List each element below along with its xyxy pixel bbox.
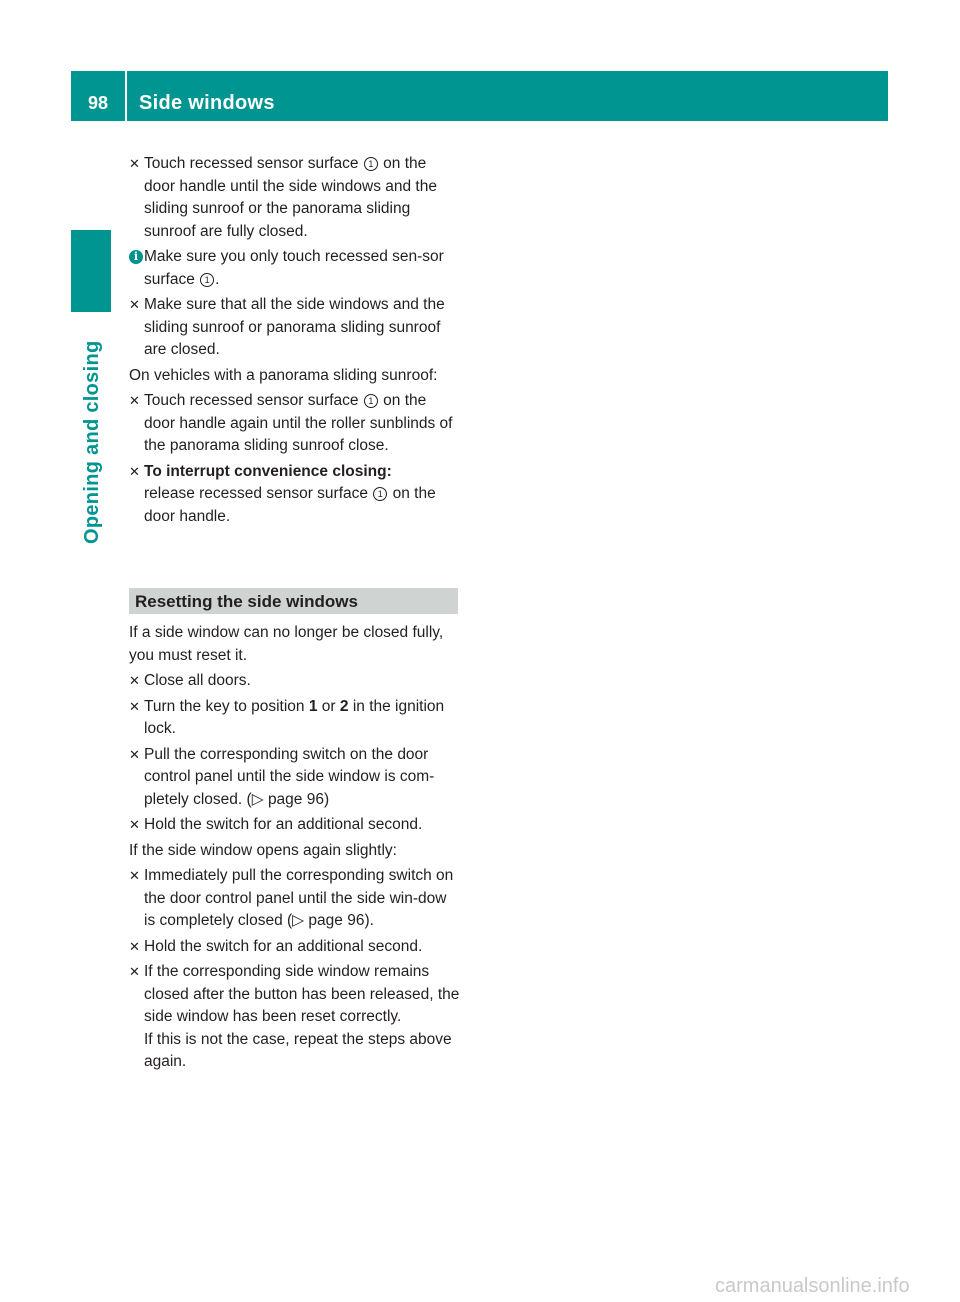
x-marker-icon: ✕ xyxy=(129,698,140,714)
x-marker-icon: ✕ xyxy=(129,746,140,762)
step-followup: If this is not the case, repeat the steps above again. xyxy=(144,1030,452,1070)
instruction-step: ✕ Immediately pull the corresponding switch on the door control panel until the side win-dow is completely closed (▷ page 96). xyxy=(129,867,454,929)
circled-1-icon: 1 xyxy=(364,157,378,171)
circled-1-icon: 1 xyxy=(373,487,387,501)
x-marker-icon: ✕ xyxy=(129,393,140,408)
instruction-step: ✕ To interrupt convenience closing: release recessed sensor surface 1 on the door handle. xyxy=(129,461,461,529)
step-heading: To interrupt convenience closing: xyxy=(144,462,392,480)
page-title: Side windows xyxy=(139,92,275,114)
page-number: 98 xyxy=(87,93,109,113)
x-marker-icon: ✕ xyxy=(129,673,140,688)
page-reference-link[interactable]: page 96 xyxy=(267,790,324,808)
circled-1-icon: 1 xyxy=(364,394,378,408)
page-header xyxy=(71,71,888,121)
instruction-step: ✕ Touch recessed sensor surface 1 on the door handle until the side windows and the sliding sunroof or the panorama sliding sunroof are fully closed. xyxy=(129,155,437,240)
paragraph: If the side window opens again slightly: xyxy=(129,841,397,859)
instruction-step: ✕ Hold the switch for an additional second. xyxy=(129,814,461,837)
info-note: i Make sure you only touch recessed sen-sor surface 1 . xyxy=(129,246,461,291)
circled-1-icon: 1 xyxy=(200,273,214,287)
instruction-step: ✕ Close all doors. xyxy=(129,670,461,693)
x-marker-icon: ✕ xyxy=(129,463,140,479)
triangle-right-icon: ▷ xyxy=(292,912,305,929)
instruction-step: ✕ If the corresponding side window remains closed after the button has been released, the side window has been reset correctly. If this is not the case, repeat the steps above again. xyxy=(129,961,461,1074)
section-title: Resetting the side windows xyxy=(135,592,358,611)
paragraph: If a side window can no longer be closed fully, you must reset it. xyxy=(129,624,444,664)
side-tab xyxy=(81,322,121,552)
instruction-step: ✕ Turn the key to position 1 or 2 in the ignition lock. xyxy=(129,697,445,737)
triangle-right-icon: ▷ xyxy=(251,790,264,808)
x-marker-icon: ✕ xyxy=(129,297,140,312)
x-marker-icon: ✕ xyxy=(129,964,140,979)
instruction-step: ✕ Make sure that all the side windows and the sliding sunroof or panorama sliding sunroof are closed. xyxy=(129,296,445,358)
watermark: carmanualsonline.info xyxy=(715,1275,910,1297)
reset-instructions xyxy=(129,622,461,1077)
info-icon: i xyxy=(129,250,143,264)
side-tab-label: Opening and closing xyxy=(81,340,103,544)
page-reference-link[interactable]: page 96 xyxy=(308,912,365,929)
header-divider xyxy=(125,71,127,121)
paragraph: On vehicles with a panorama sliding sunroof: xyxy=(129,366,438,384)
x-marker-icon: ✕ xyxy=(129,817,140,832)
instruction-step: ✕ Pull the corresponding switch on the door control panel until the side window is com-pletely closed. (▷ page 96) xyxy=(129,745,435,808)
x-marker-icon: ✕ xyxy=(129,938,140,954)
x-marker-icon: ✕ xyxy=(129,156,140,171)
instruction-step: ✕ Hold the switch for an additional second. xyxy=(129,936,461,959)
side-tab-block xyxy=(71,230,111,312)
instruction-column xyxy=(129,153,461,531)
instruction-step: ✕ Touch recessed sensor surface 1 on the door handle again until the roller sunblinds of the panorama sliding sunroof close. xyxy=(129,392,453,454)
x-marker-icon: ✕ xyxy=(129,868,140,883)
section-heading xyxy=(129,588,458,614)
